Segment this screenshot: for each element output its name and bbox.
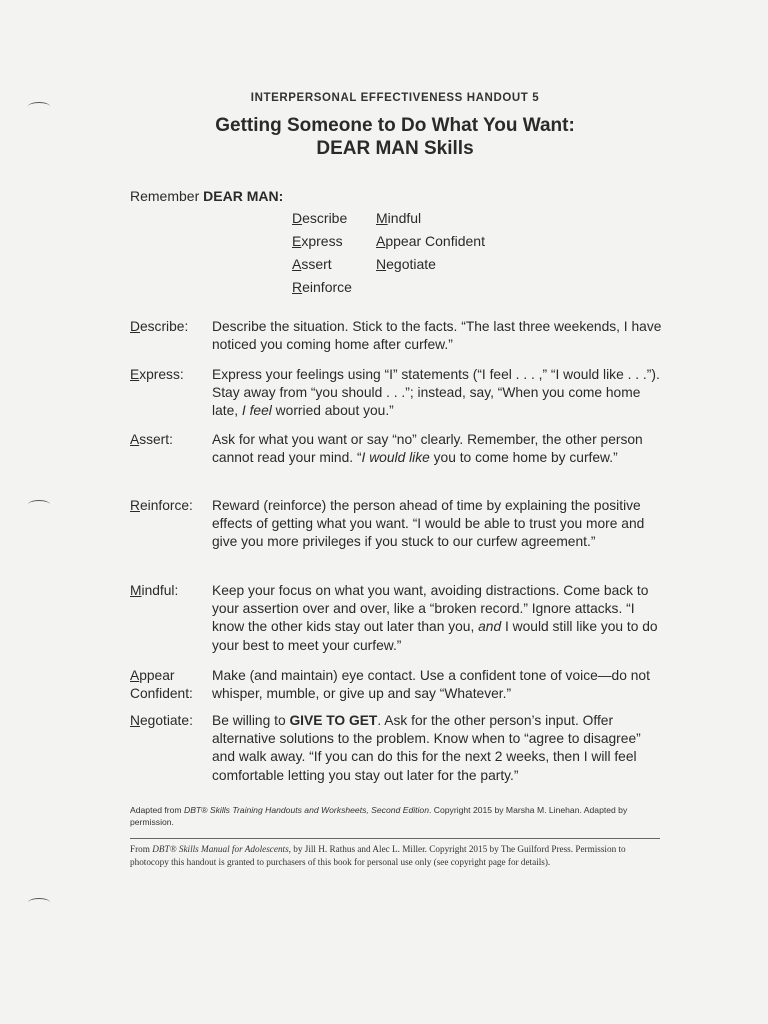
skill-description: Ask for what you want or say “no” clearly. Remember, the other person cannot read your mind. “I would like you to come home by curfew.” bbox=[212, 432, 643, 466]
remember-acronym: DEAR MAN: bbox=[203, 188, 284, 204]
source-credit: From DBT® Skills Manual for Adolescents, by Jill H. Rathus and Alec L. Miller. Copyright 2015 by The Guilford Press. Permission to photocopy this handout is granted to purchasers of this book for personal use only (see copyright page for details). bbox=[130, 844, 626, 867]
skill-description: Keep your focus on what you want, avoiding distractions. Come back to your assertion over and over, like a “broken record.” Ignore attacks. “I know the other kids stay out later than you, and I would still like you to do your best to meet your curfew.” bbox=[212, 583, 658, 653]
punch-hole-mark-bottom bbox=[28, 898, 50, 907]
skill-description: Express your feelings using “I” statements (“I feel . . . ,” “I would like . . .”). Stay away from “you should . . .”; instead, say, “When you come home late, I feel worried about you.” bbox=[212, 367, 660, 419]
skill-term: Assert: bbox=[130, 432, 173, 447]
acronym-express: Express bbox=[292, 233, 343, 249]
skill-description: Describe the situation. Stick to the facts. “The last three weekends, I have noticed you coming home after curfew.” bbox=[212, 319, 662, 353]
skill-description: Make (and maintain) eye contact. Use a confident tone of voice—do not whisper, mumble, or give up and say “Whatever.” bbox=[212, 668, 650, 702]
title-line-2: DEAR MAN Skills bbox=[316, 138, 474, 159]
skill-term: Express: bbox=[130, 367, 184, 382]
skill-term: Reinforce: bbox=[130, 498, 193, 513]
skill-description: Be willing to GIVE TO GET. Ask for the other person’s input. Offer alternative solutions to the problem. Know when to “agree to disagree” and walk away. “If you can do this for the next 2 weeks, then I will feel comfortable letting you stay out later for the party.” bbox=[212, 713, 641, 783]
footer-divider bbox=[130, 838, 660, 839]
acronym-negotiate: Negotiate bbox=[376, 256, 436, 272]
acronym-describe: Describe bbox=[292, 210, 348, 226]
acronym-reinforce: Reinforce bbox=[292, 279, 352, 295]
skill-term: Mindful: bbox=[130, 583, 179, 598]
acronym-appear-confident: Appear Confident bbox=[376, 233, 485, 249]
skill-description: Reward (reinforce) the person ahead of time by explaining the positive effects of getting what you want. “I would be able to trust you more and give you more privileges if you stuck to our curfew agreement.” bbox=[212, 498, 645, 550]
acronym-list bbox=[292, 209, 516, 296]
page-title bbox=[0, 114, 768, 160]
skill-term: Negotiate: bbox=[130, 713, 193, 728]
remember-line bbox=[130, 188, 283, 204]
skill-term: Describe: bbox=[130, 319, 189, 334]
remember-prefix: Remember bbox=[130, 188, 204, 204]
skill-term: Appear Confident: bbox=[130, 668, 193, 702]
title-line-1: Getting Someone to Do What You Want: bbox=[215, 115, 575, 136]
adapted-credit: Adapted from DBT® Skills Training Handouts and Worksheets, Second Edition. Copyright 2015 by Marsha M. Linehan. Adapted by permission. bbox=[130, 805, 628, 827]
punch-hole-mark-middle bbox=[28, 500, 50, 509]
handout-label: INTERPERSONAL EFFECTIVENESS HANDOUT 5 bbox=[250, 92, 540, 104]
acronym-mindful: Mindful bbox=[376, 210, 422, 226]
acronym-assert: Assert bbox=[292, 256, 332, 272]
